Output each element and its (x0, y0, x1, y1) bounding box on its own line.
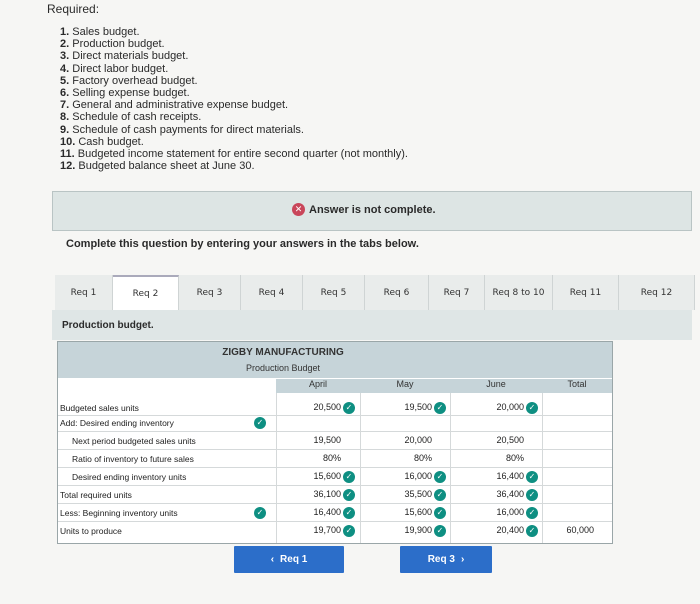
input-april-ratio[interactable]: 80% (322, 453, 341, 463)
requirement-item: 2. Production budget. (60, 38, 165, 51)
input-may-next[interactable]: 20,000 (404, 435, 432, 445)
error-x-icon: ✕ (292, 203, 305, 216)
required-title: Required: (47, 2, 100, 16)
col-header-may: May (360, 379, 450, 393)
row-label-less-beginning: Less: Beginning inventory units (60, 508, 178, 518)
requirement-item: 1. Sales budget. (60, 26, 140, 38)
tab-req-2[interactable]: Req 2 (113, 275, 179, 310)
row-label-units-to-produce: Units to produce (60, 526, 122, 536)
chevron-left-icon: ‹ (270, 554, 275, 565)
cell-april-sales: 20,500 ✓ (283, 400, 355, 414)
input-june-ratio[interactable]: 80% (505, 453, 524, 463)
input-june-next[interactable]: 20,500 (496, 435, 524, 445)
tab-req-5[interactable]: Req 5 (303, 275, 365, 310)
check-icon: ✓ (434, 507, 446, 519)
cell-june-total-required: 36,400 ✓ (458, 487, 538, 501)
tab-req-6[interactable]: Req 6 (365, 275, 429, 310)
tab-req-1[interactable]: Req 1 (55, 275, 113, 310)
check-icon: ✓ (526, 525, 538, 537)
cell-june-less: 16,000 ✓ (458, 505, 538, 519)
requirements-list (60, 26, 408, 172)
cell-may-less: 15,600 ✓ (368, 505, 446, 519)
check-icon: ✓ (343, 489, 355, 501)
check-icon: ✓ (434, 402, 446, 414)
cell-june-sales: 20,000 ✓ (458, 400, 538, 414)
input-april-next[interactable]: 19,500 (313, 435, 341, 445)
cell-june-desired: 16,400 ✓ (458, 469, 538, 483)
input-may-ratio[interactable]: 80% (413, 453, 432, 463)
row-divider (58, 503, 612, 504)
answer-status (292, 203, 436, 216)
answer-status-text: Answer is not complete. (309, 203, 436, 216)
row-label-desired-ending: Desired ending inventory units (72, 472, 187, 482)
col-header-june: June (450, 379, 542, 393)
check-icon: ✓ (526, 402, 538, 414)
row-label-total-required: Total required units (60, 490, 132, 500)
check-icon: ✓ (343, 471, 355, 483)
check-icon: ✓ (343, 525, 355, 537)
cell-april-less: 16,400 ✓ (283, 505, 355, 519)
check-icon: ✓ (526, 471, 538, 483)
tab-req-7[interactable]: Req 7 (429, 275, 485, 310)
instruction-text: Complete this question by entering your answers in the tabs below. (66, 238, 419, 250)
check-icon: ✓ (526, 489, 538, 501)
check-icon: ✓ (434, 471, 446, 483)
budget-title: Production Budget (245, 363, 321, 373)
chevron-right-icon: › (460, 554, 465, 565)
requirement-item: 12. Budgeted balance sheet at June 30. (60, 160, 255, 173)
requirement-item: 4. Direct labor budget. (60, 62, 169, 75)
requirement-item: 6. Selling expense budget. (60, 87, 190, 100)
row-label-ratio: Ratio of inventory to future sales (72, 454, 194, 464)
check-icon: ✓ (343, 507, 355, 519)
cell-april-produce: 19,700 ✓ (283, 523, 355, 537)
requirement-item: 10. Cash budget. (60, 135, 144, 148)
col-header-total: Total (542, 379, 612, 393)
tab-req-11[interactable]: Req 11 (553, 275, 619, 310)
cell-april-total-required: 36,100 ✓ (283, 487, 355, 501)
row-divider (58, 485, 612, 486)
row-divider (58, 467, 612, 468)
cell-may-desired: 16,000 ✓ (368, 469, 446, 483)
next-req-button[interactable]: Req 3 › (400, 546, 492, 573)
cell-may-sales: 19,500 ✓ (368, 400, 446, 414)
tab-req-8-to-10[interactable]: Req 8 to 10 (485, 275, 553, 310)
requirement-item: 8. Schedule of cash receipts. (60, 111, 202, 124)
row-check (248, 505, 270, 519)
company-name: ZIGBY MANUFACTURING (222, 347, 344, 358)
requirement-item: 7. General and administrative expense budget. (60, 99, 289, 112)
requirement-tabs (55, 275, 695, 310)
cell-total-produce: 60,000 (566, 525, 594, 535)
tab-req-3[interactable]: Req 3 (179, 275, 241, 310)
row-divider (58, 431, 612, 432)
production-budget-table (57, 341, 613, 544)
tab-req-12[interactable]: Req 12 (619, 275, 695, 310)
cell-june-produce: 20,400 ✓ (458, 523, 538, 537)
requirement-item: 11. Budgeted income statement for entire second quarter (not monthly). (60, 148, 408, 161)
cell-may-total-required: 35,500 ✓ (368, 487, 446, 501)
check-icon: ✓ (343, 402, 355, 414)
panel-title: Production budget. (62, 320, 154, 331)
requirement-item: 3. Direct materials budget. (60, 50, 189, 63)
check-icon: ✓ (434, 525, 446, 537)
row-label-budgeted-sales: Budgeted sales units (60, 403, 139, 413)
requirement-item: 5. Factory overhead budget. (60, 74, 198, 87)
cell-april-desired: 15,600 ✓ (283, 469, 355, 483)
row-label-add-desired-ending: Add: Desired ending inventory (60, 418, 174, 428)
cell-may-produce: 19,900 ✓ (368, 523, 446, 537)
row-check (248, 415, 270, 429)
row-label-next-period-sales: Next period budgeted sales units (72, 436, 196, 446)
check-icon: ✓ (254, 507, 266, 519)
row-divider (58, 449, 612, 450)
row-divider (58, 415, 612, 416)
requirement-item: 9. Schedule of cash payments for direct materials. (60, 123, 304, 136)
check-icon: ✓ (254, 417, 266, 429)
tab-req-4[interactable]: Req 4 (241, 275, 303, 310)
check-icon: ✓ (434, 489, 446, 501)
row-divider (58, 521, 612, 522)
check-icon: ✓ (526, 507, 538, 519)
prev-req-button[interactable]: ‹ Req 1 (234, 546, 344, 573)
col-header-april: April (276, 379, 360, 393)
